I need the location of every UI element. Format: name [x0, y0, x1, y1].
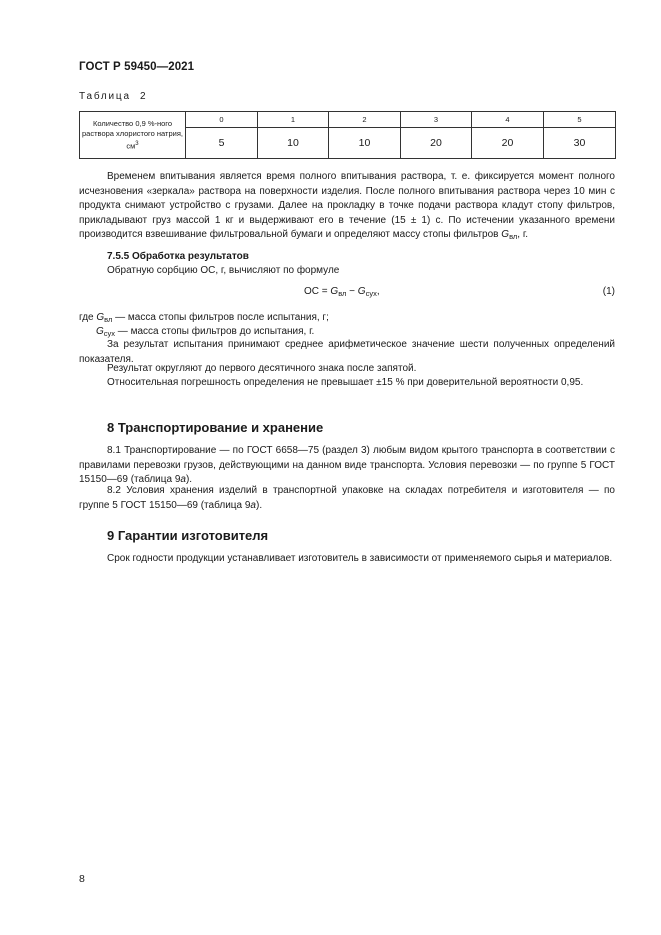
table-header-cell: 3	[401, 112, 472, 128]
table-row-label	[80, 112, 186, 159]
formula-number: (1)	[602, 286, 615, 297]
table-value-cell: 10	[258, 128, 329, 159]
paragraph-error: Относительная погрешность определения не превышает ±15 % при доверительной вероятности 0,95.	[107, 377, 584, 388]
paragraph-text-end: , г.	[517, 229, 529, 240]
table-row-label-sup: 3	[135, 140, 139, 147]
table-row-label-text: Количество 0,9 %-ного раствора хлористого натрия, см	[82, 118, 183, 151]
formula-sub: вл	[338, 289, 347, 298]
section-9-heading: 9 Гарантии изготовителя	[107, 528, 269, 543]
paragraph-rounding: Результат округляют до первого десятичного знака после запятой.	[107, 363, 417, 374]
data-table	[79, 111, 616, 159]
paragraph-8-2	[79, 484, 615, 513]
where-var: G	[96, 312, 105, 323]
where-sub: вл	[104, 315, 113, 324]
table-value-cell: 20	[401, 128, 472, 159]
where-text: — масса стопы фильтров до испытания, г.	[115, 326, 315, 337]
italic-letter: а	[180, 474, 186, 485]
paragraph-9: Срок годности продукции устанавливает изготовитель в зависимости от применяемого сырья и материалов.	[107, 553, 613, 564]
paragraph-formula-intro: Обратную сорбцию ОС, г, вычисляют по формуле	[107, 265, 340, 276]
table-header-cell: 0	[186, 112, 258, 128]
paragraph-text: 8.2 Условия хранения изделий в транспортной упаковке на складах потребителя и изготовителя — по группе 5 ГОСТ 15150—69 (таблица 9	[79, 485, 615, 511]
table-value-cell: 10	[329, 128, 401, 159]
paragraph-text: Временем впитывания является время полного впитывания раствора, т. е. фиксируется момент полного исчезновения «зеркала» раствора на поверхности изделия. После полного впитывания раствора через 10 мин с продукта снимают устройство с грузами. Далее на прокладку в точке подачи раствора кладут стопу фильтров, прикладывают груз массой 1 кг и выдерживают его в течение (15 ± 1) с. По истечении указанного времени производится взвешивание фильтровальной бумаги и определяют массу стопы фильтров	[79, 171, 615, 240]
document-header: ГОСТ Р 59450—2021	[79, 61, 195, 73]
subsection-heading-7-5-5: 7.5.5 Обработка результатов	[107, 251, 249, 262]
formula-expression	[304, 286, 380, 298]
paragraph-absorption-time	[79, 170, 615, 245]
formula-var: G	[357, 286, 366, 297]
page-number: 8	[79, 873, 85, 885]
formula-var: G	[330, 286, 339, 297]
formula-minus: −	[346, 286, 358, 297]
table-header-cell: 5	[544, 112, 616, 128]
table-header-cell: 4	[472, 112, 544, 128]
formula-end: ,	[376, 286, 380, 297]
var-sub: вл	[509, 232, 518, 241]
table-caption	[79, 91, 146, 102]
section-8-heading: 8 Транспортирование и хранение	[107, 420, 324, 435]
table-value-cell: 5	[186, 128, 258, 159]
formula-sub: сух	[365, 289, 377, 298]
table-header-cell: 2	[329, 112, 401, 128]
table-value-cell: 20	[472, 128, 544, 159]
paragraph-text: 8.1 Транспортирование — по ГОСТ 6658—75 (раздел 3) любым видом крытого транспорта в соответствии с правилами перевозки грузов, действующими на данном виде транспорта. Условия перевозки — по группе 5 ГОСТ 15150—69 (таблица 9	[79, 445, 615, 485]
paragraph-result: За результат испытания принимают среднее арифметическое значение шести полученных определений показателя.	[79, 339, 615, 365]
where-sub: сух	[103, 329, 116, 338]
table-caption-number: 2	[139, 91, 146, 102]
table-value-cell: 30	[544, 128, 616, 159]
paragraph-8-1	[79, 444, 615, 488]
italic-letter: а	[250, 499, 256, 511]
formula-lhs: ОС =	[304, 286, 331, 297]
where-var: G	[96, 326, 104, 337]
table-header-cell: 1	[258, 112, 329, 128]
table-caption-label: Таблица	[79, 91, 131, 102]
where-text: — масса стопы фильтров после испытания, г;	[112, 312, 329, 323]
paragraph-text-end: ).	[255, 499, 263, 511]
paragraph-text-end: ).	[185, 474, 193, 485]
where-prefix: где	[79, 312, 97, 323]
var-g: G	[501, 229, 510, 240]
